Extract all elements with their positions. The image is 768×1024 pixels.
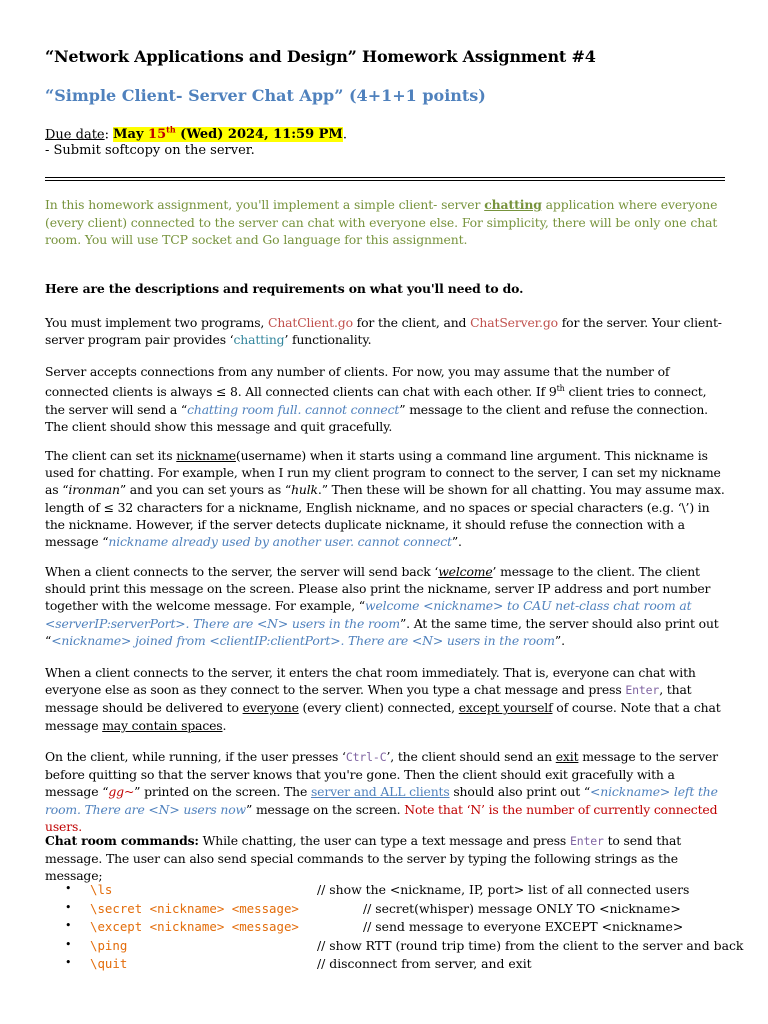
p5-may-contain: may contain spaces [102, 717, 223, 733]
p3-text-c: ” and you can set yours as “ [119, 482, 292, 498]
p7-text-b: to send that message. The user can also send special commands to the server by typing the following strings as the message; [45, 833, 682, 884]
p5-text-e: . [222, 717, 227, 733]
p2-text-c: ” message to the client and refuse the connection. The client should show this message and quit gracefully. [45, 401, 708, 434]
p4-text-d: ”. [554, 632, 565, 648]
commands-heading: Chat room commands: [45, 833, 199, 848]
bullet: • [65, 956, 72, 970]
list-item [45, 919, 735, 938]
p2-text-b: client tries to connect, the server will send a “ [45, 384, 707, 417]
p5-text-b: , that message should be delivered to [45, 682, 692, 716]
p3-hulk: hulk [291, 482, 318, 498]
p7-text-a: While chatting, the user can type a text message and press [198, 833, 570, 848]
list-item [45, 956, 735, 975]
command-secret: \secret <nickname> <message> [90, 900, 299, 916]
p3-ironman: ironman [68, 482, 120, 498]
server-filename: ChatServer.go [470, 315, 558, 330]
due-period: . [342, 127, 347, 143]
paragraph-connections [45, 363, 729, 435]
paragraph-welcome [45, 563, 729, 649]
p6-text-f: ” message on the screen. [245, 801, 405, 817]
double-divider [45, 177, 725, 181]
due-date-label: Due date [45, 127, 105, 143]
due-rest: (Wed) 2024, 11:59 PM [175, 127, 343, 143]
assignment-title: “Network Applications and Design” Homework Assignment #4 [45, 47, 596, 66]
p6-server-all: server and ALL clients [310, 784, 450, 800]
p6-text-e: should also print out “ [449, 784, 591, 800]
requirements-heading: Here are the descriptions and requirements on what you'll need to do. [45, 281, 524, 296]
assignment-subtitle: “Simple Client- Server Chat App” (4+1+1 points) [45, 86, 486, 105]
command-desc: // show the <nickname, IP, port> list of all connected users [317, 882, 690, 897]
command-desc: // show RTT (round trip time) from the client to the server and back [317, 937, 744, 953]
enter-key-2: Enter [569, 834, 604, 848]
p6-note: Note that ‘N’ is the number of currently connected users. [45, 801, 718, 834]
bullet: • [65, 919, 72, 933]
p6-text-a: On the client, while running, if the user presses ‘ [45, 749, 346, 764]
intro-paragraph [45, 196, 727, 249]
p4-text-c: ”. At the same time, the server should also print out “ [45, 615, 719, 648]
due-day: 15 [148, 127, 167, 143]
p5-text-a: When a client connects to the server, it enters the chat room immediately. That is, everyone can chat with everyone else as soon as they connect to the server. When you type a chat message and press [45, 665, 696, 698]
client-filename: ChatClient.go [267, 315, 353, 330]
list-item [45, 901, 735, 920]
due-date-colon: : [104, 127, 114, 143]
p1-chatting: chatting [233, 332, 285, 348]
gg-message: gg~ [108, 784, 135, 800]
p6-exit: exit [555, 749, 579, 764]
p1-text-b: for the client, and [352, 315, 471, 330]
p6-text-c: message to the server before quitting so that the server knows that you're gone. Then the client should exit gracefully with a message “ [45, 749, 718, 800]
intro-chatting: chatting [484, 197, 542, 212]
p1-text-d: ’ functionality. [284, 332, 372, 348]
p5-everyone: everyone [242, 700, 299, 716]
p3-text-b: (username) when it starts using a command line argument. This nickname is used for chatting. For example, when I run my client program to connect to the server, I can set my nickname as “ [45, 448, 721, 498]
p3-text-d: .” Then these will be shown for all chatting. You may assume max. length of ≤ 32 characters for a nickname, English nickname, and no spaces or special characters (e.g. ‘\’) in the nickname. However, if the server detects duplicate nickname, it should refuse the connection with a message “ [45, 482, 725, 550]
p4-welcome: welcome [438, 564, 493, 579]
bullet: • [65, 882, 72, 895]
due-date-line [45, 125, 347, 142]
ctrl-c-key: Ctrl-C [345, 750, 387, 764]
intro-text-2: application where everyone (every client) connected to the server can chat with everyone else. For simplicity, there will be only one chat room. You will use TCP socket and Go language for this assignment. [45, 197, 718, 247]
p6-text-b: ’, the client should send an [386, 749, 556, 764]
p5-text-d: of course. Note that a chat message [45, 700, 721, 733]
p3-text-e: ”. [451, 534, 462, 550]
p5-except: except yourself [458, 700, 553, 716]
paragraph-nickname [45, 447, 729, 550]
p2-text-a: Server accepts connections from any number of clients. For now, you may assume that the number of connected clients is always ≤ 8. All connected clients can chat with each other. If 9 [45, 364, 670, 400]
p4-text-b: ’ message to the client. The client should print this message on the screen. Please also print the nickname, server IP address and port number together with the welcome message. For example, “ [45, 564, 711, 614]
p1-text-c: for the server. Your client-server program pair provides ‘ [45, 315, 722, 348]
command-quit: \quit [90, 956, 128, 972]
command-desc: // secret(whisper) message ONLY TO <nickname> [363, 900, 681, 916]
p2-sup: th [556, 384, 565, 394]
command-ls: \ls [90, 882, 113, 897]
list-item [45, 937, 744, 957]
paragraph-exit [45, 748, 729, 835]
due-month: May [113, 127, 149, 143]
list-item [45, 882, 735, 901]
intro-text-1: In this homework assignment, you'll implement a simple client- server [45, 197, 485, 212]
p6-text-d: ” printed on the screen. The [134, 784, 311, 800]
left-message: <nickname> left the room. There are <N> users now [45, 784, 718, 817]
due-day-suffix: th [166, 125, 176, 135]
command-except: \except <nickname> <message> [90, 919, 299, 935]
paragraph-programs [45, 314, 729, 348]
p3-nickname: nickname [176, 448, 236, 463]
p1-text-a: You must implement two programs, [45, 315, 268, 330]
p5-text-c: (every client) connected, [298, 700, 459, 716]
joined-message: <nickname> joined from <clientIP:clientPort>. There are <N> users in the room [51, 632, 555, 648]
p3-text-a: The client can set its [45, 448, 177, 463]
enter-key: Enter [625, 683, 660, 698]
command-desc: // send message to everyone EXCEPT <nickname> [363, 919, 684, 935]
welcome-message: welcome <nickname> to CAU net-class chat room at <serverIP:serverPort>. There are <N> users in the room [45, 598, 692, 631]
p4-text-a: When a client connects to the server, the server will send back ‘ [45, 564, 439, 579]
paragraph-commands [45, 832, 729, 885]
command-list [45, 882, 744, 975]
paragraph-chat-room [45, 664, 729, 734]
bullet: • [65, 900, 72, 914]
bullet: • [65, 937, 72, 951]
submit-note: - Submit softcopy on the server. [45, 143, 255, 158]
command-desc: // disconnect from server, and exit [317, 956, 532, 972]
room-full-message: chatting room full. cannot connect [187, 401, 400, 417]
duplicate-nickname-message: nickname already used by another user. cannot connect [108, 534, 452, 550]
command-ping: \ping [90, 937, 128, 953]
due-date-value [113, 127, 343, 142]
